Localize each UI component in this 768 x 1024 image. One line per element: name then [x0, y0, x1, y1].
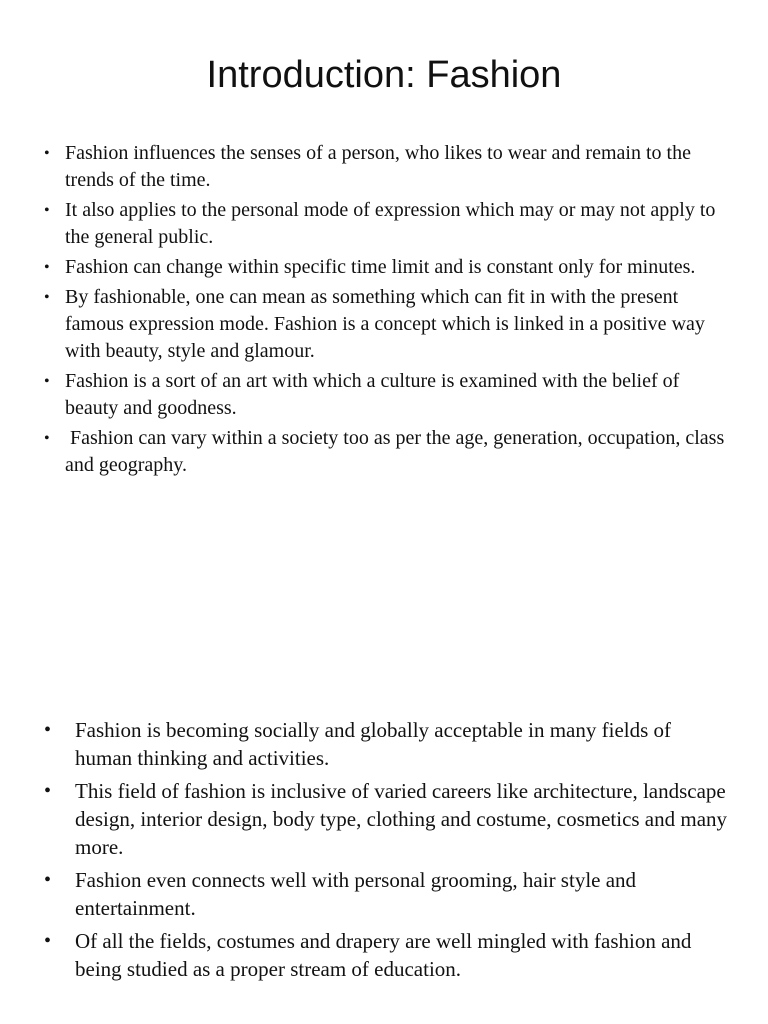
list-item-text: Fashion can vary within a society too as per the age, generation, occupation, class and geography. — [65, 427, 730, 476]
list-item-text: Fashion can change within specific time limit and is constant only for minutes. — [65, 256, 696, 278]
bullet-icon: • — [44, 145, 50, 162]
page-title: Introduction: Fashion — [206, 54, 562, 96]
list-item-text: Fashion is a sort of an art with which a culture is examined with the belief of beauty and goodness. — [65, 370, 685, 419]
list-item — [0, 368, 768, 422]
list-item — [0, 425, 768, 479]
bullet-icon: • — [44, 780, 52, 802]
bullet-icon: • — [44, 289, 50, 306]
list-item — [0, 197, 768, 251]
list-item — [0, 254, 768, 281]
list-item-text: By fashionable, one can mean as something which can fit in with the present famous expression mode. Fashion is a concept which is linked in a positive way with beauty, style and glamour. — [65, 286, 710, 362]
list-item-text: Fashion influences the senses of a person, who likes to wear and remain to the trends of the time. — [65, 142, 696, 191]
bullet-list-intro — [0, 140, 768, 482]
list-item — [0, 866, 768, 922]
list-item-text: Fashion is becoming socially and globally acceptable in many fields of human thinking and activities. — [75, 718, 677, 770]
bullet-icon: • — [44, 719, 52, 741]
bullet-icon: • — [44, 930, 52, 952]
list-item — [0, 140, 768, 194]
bullet-icon: • — [44, 430, 50, 447]
list-item-text: Of all the fields, costumes and drapery are well mingled with fashion and being studied as a proper stream of education. — [75, 929, 697, 981]
bullet-icon: • — [44, 259, 50, 276]
list-item — [0, 777, 768, 861]
list-item — [0, 927, 768, 983]
list-item — [0, 716, 768, 772]
bullet-icon: • — [44, 373, 50, 390]
bullet-list-fields — [0, 716, 768, 988]
list-item — [0, 284, 768, 365]
bullet-icon: • — [44, 869, 52, 891]
list-item-text: Fashion even connects well with personal grooming, hair style and entertainment. — [75, 868, 642, 920]
bullet-icon: • — [44, 202, 50, 219]
list-item-text: This field of fashion is inclusive of varied careers like architecture, landscape design, interior design, body type, clothing and costume, cosmetics and many more. — [75, 779, 733, 859]
list-item-text: It also applies to the personal mode of expression which may or may not apply to the general public. — [65, 199, 721, 248]
